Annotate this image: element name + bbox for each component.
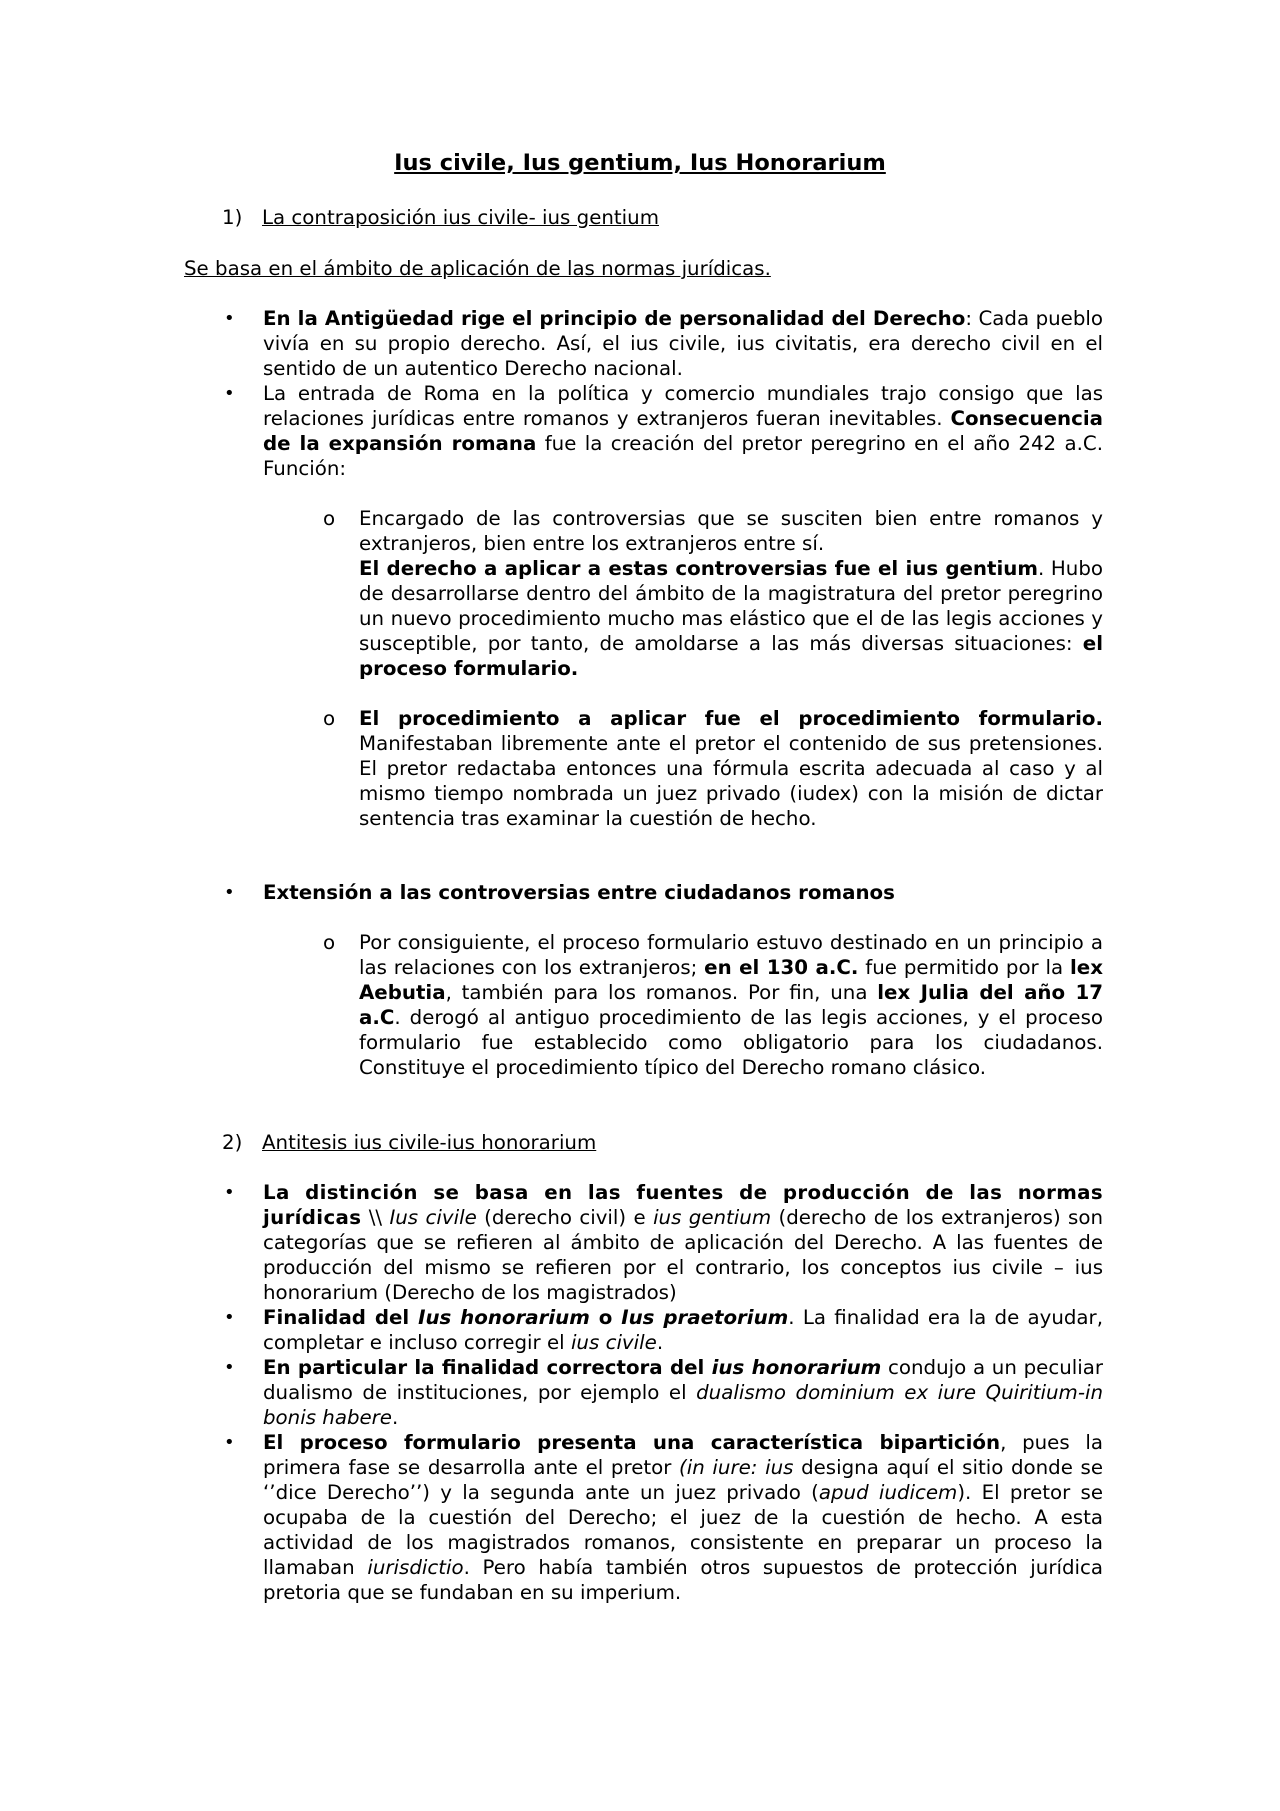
s2-bullet-2-text-2: . bbox=[656, 1331, 664, 1354]
sub-bullet-1-text-2: . Hubo de desarrollarse dentro del ámbito de la magistratura del pretor peregrino un nuevo procedimiento mucho mas elástico que el de las legis acciones y susceptible, por tanto, de amoldarse a las más diversas situaciones: bbox=[359, 557, 1103, 655]
s2-bullet-3-bold-italic: ius honorarium bbox=[711, 1356, 882, 1379]
sub-bullet-3-text-2: fue permitido por la bbox=[858, 956, 1071, 979]
s2-bullet-1-sep: \\ bbox=[361, 1206, 390, 1229]
bullet-glyph: • bbox=[224, 1357, 235, 1378]
bullet-glyph: • bbox=[224, 882, 235, 903]
s2-bullet-1-bold: La distinción se basa en las fuentes de producción de las normas jurídicas bbox=[263, 1181, 1103, 1229]
s2-bullet-1-italic-2: ius gentium bbox=[653, 1206, 772, 1229]
sub-bullet-3-bold-2: lex Aebutia bbox=[359, 956, 1103, 1004]
sub-bullet-2-text: Manifestaban libremente ante el pretor el contenido de sus pretensiones. El pretor redactaba entonces una fórmula escrita adecuada al caso y al mismo tiempo nombrada un juez privado (iudex) con la misión de dictar sentencia tras examinar la cuestión de hecho. bbox=[359, 732, 1103, 830]
page-title: Ius civile, Ius gentium, Ius Honorarium bbox=[394, 150, 886, 176]
s2-bullet-2-bold-1: Finalidad del bbox=[263, 1306, 419, 1329]
sub-bullet-glyph: o bbox=[323, 931, 336, 954]
s2-bullet-2-bold-2: o bbox=[589, 1306, 622, 1329]
section-1-title: La contraposición ius civile- ius gentium bbox=[262, 206, 659, 229]
s2-bullet-2-text-1: . La finalidad era la de ayudar, completar e incluso corregir el bbox=[263, 1306, 1103, 1354]
sub-bullet-2 bbox=[359, 706, 1103, 831]
bullet-1-bold: En la Antigüedad rige el principio de personalidad del Derecho bbox=[263, 307, 966, 330]
s2-bullet-2-bold-italic-2: Ius praetorium bbox=[621, 1306, 789, 1329]
bullet-glyph: • bbox=[224, 383, 235, 404]
bullet-2-text-1: La entrada de Roma en la política y comercio mundiales trajo consigo que las relaciones jurídicas entre romanos y extranjeros fueran inevitables. bbox=[263, 382, 1103, 430]
s2-bullet-1-text-2: (derecho de los extranjeros) son categorías que se refieren al ámbito de aplicación del Derecho. A las fuentes de producción del mismo se refieren por el contrario, los conceptos ius civile – ius honorarium (Derecho de los magistrados) bbox=[263, 1206, 1103, 1304]
sub-bullet-1-text-1: Encargado de las controversias que se susciten bien entre romanos y extranjeros, bien entre los extranjeros entre sí. bbox=[359, 507, 1103, 555]
section-2-bullet-4 bbox=[263, 1430, 1103, 1605]
bullet-1-text: : Cada pueblo vivía en su propio derecho. Así, el ius civile, ius civitatis, era derecho civil en el sentido de un autentico Derecho nacional. bbox=[263, 307, 1103, 380]
s2-bullet-1-italic-1: Ius civile bbox=[389, 1206, 477, 1229]
sub-bullet-3 bbox=[359, 930, 1103, 1080]
section-2-number: 2) bbox=[222, 1131, 243, 1154]
sub-bullet-1-bold-1: El derecho a aplicar a estas controversias fue el ius gentium bbox=[359, 557, 1038, 580]
s2-bullet-3-italic: dualismo dominium ex iure Quiritium-in bonis habere bbox=[263, 1381, 1104, 1429]
bullet-glyph: • bbox=[224, 308, 235, 329]
s2-bullet-4-text-1: , pues la primera fase se desarrolla ante el pretor bbox=[263, 1431, 1103, 1479]
s2-bullet-3-text-2: . bbox=[391, 1406, 399, 1429]
section-2-bullet-3 bbox=[263, 1355, 1103, 1430]
bullet-2-bold: Consecuencia de la expansión romana bbox=[263, 407, 1103, 455]
sub-bullet-2-bold: El procedimiento a aplicar fue el procedimiento formulario. bbox=[359, 707, 1103, 730]
s2-bullet-2-bold-italic-1: Ius honorarium bbox=[418, 1306, 590, 1329]
bullet-2-text-2: fue la creación del pretor peregrino en el año 242 a.C. Función: bbox=[263, 432, 1103, 480]
section-2-title: Antitesis ius civile-ius honorarium bbox=[262, 1131, 597, 1154]
sub-bullet-3-text-3: , también para los romanos. Por fin, una bbox=[445, 981, 878, 1004]
section-2-bullet-1 bbox=[263, 1180, 1103, 1305]
s2-bullet-4-italic-2: apud iudicem bbox=[818, 1481, 958, 1504]
bullet-glyph: • bbox=[224, 1432, 235, 1453]
section-1-intro: Se basa en el ámbito de aplicación de las normas jurídicas. bbox=[184, 257, 771, 280]
section-2-heading bbox=[222, 1130, 1122, 1155]
bullet-3-bold: Extensión a las controversias entre ciudadanos romanos bbox=[263, 881, 895, 904]
s2-bullet-4-text-3: ). El pretor se ocupaba de la cuestión del Derecho; el juez de la cuestión de hecho. A esta actividad de los magistrados romanos, consistente en preparar un proceso la llamaban bbox=[263, 1481, 1103, 1579]
s2-bullet-2-italic: ius civile bbox=[570, 1331, 657, 1354]
sub-bullet-3-text-1: Por consiguiente, el proceso formulario estuvo destinado en un principio a las relaciones con los extranjeros; bbox=[359, 931, 1103, 979]
s2-bullet-1-text-1: (derecho civil) e bbox=[476, 1206, 654, 1229]
s2-bullet-3-bold: En particular la finalidad correctora del bbox=[263, 1356, 712, 1379]
section-2-bullet-2 bbox=[263, 1305, 1103, 1355]
sub-bullet-glyph: o bbox=[323, 707, 336, 730]
s2-bullet-3-text-1: condujo a un peculiar dualismo de instituciones, por ejemplo el bbox=[263, 1356, 1103, 1404]
bullet-3 bbox=[263, 880, 1103, 905]
sub-bullet-1-bold-2: el proceso formulario. bbox=[359, 632, 1103, 680]
sub-bullet-3-bold-3: lex Julia del año 17 a.C bbox=[359, 981, 1103, 1029]
section-1-heading bbox=[222, 205, 1122, 230]
sub-bullet-glyph: o bbox=[323, 507, 336, 530]
s2-bullet-4-italic-3: iurisdictio bbox=[367, 1556, 464, 1579]
s2-bullet-4-text-2: designa aquí el sitio donde se ‘’dice Derecho’’) y la segunda ante un juez privado ( bbox=[263, 1456, 1104, 1504]
bullet-glyph: • bbox=[224, 1307, 235, 1328]
s2-bullet-4-text-4: . Pero había también otros supuestos de protección jurídica pretoria que se fundaban en su imperium. bbox=[263, 1556, 1103, 1604]
section-1-number: 1) bbox=[222, 206, 243, 229]
sub-bullet-3-text-4: . derogó al antiguo procedimiento de las legis acciones, y el proceso formulario fue establecido como obligatorio para los ciudadanos. Constituye el procedimiento típico del Derecho romano clásico. bbox=[359, 1006, 1103, 1079]
s2-bullet-4-bold: El proceso formulario presenta una característica bipartición bbox=[263, 1431, 1001, 1454]
bullet-1 bbox=[263, 306, 1103, 381]
bullet-glyph: • bbox=[224, 1182, 235, 1203]
bullet-2 bbox=[263, 381, 1103, 481]
s2-bullet-4-italic-1: (in iure: ius bbox=[679, 1456, 794, 1479]
sub-bullet-3-bold-1: en el 130 a.C. bbox=[704, 956, 859, 979]
sub-bullet-1 bbox=[359, 506, 1103, 681]
